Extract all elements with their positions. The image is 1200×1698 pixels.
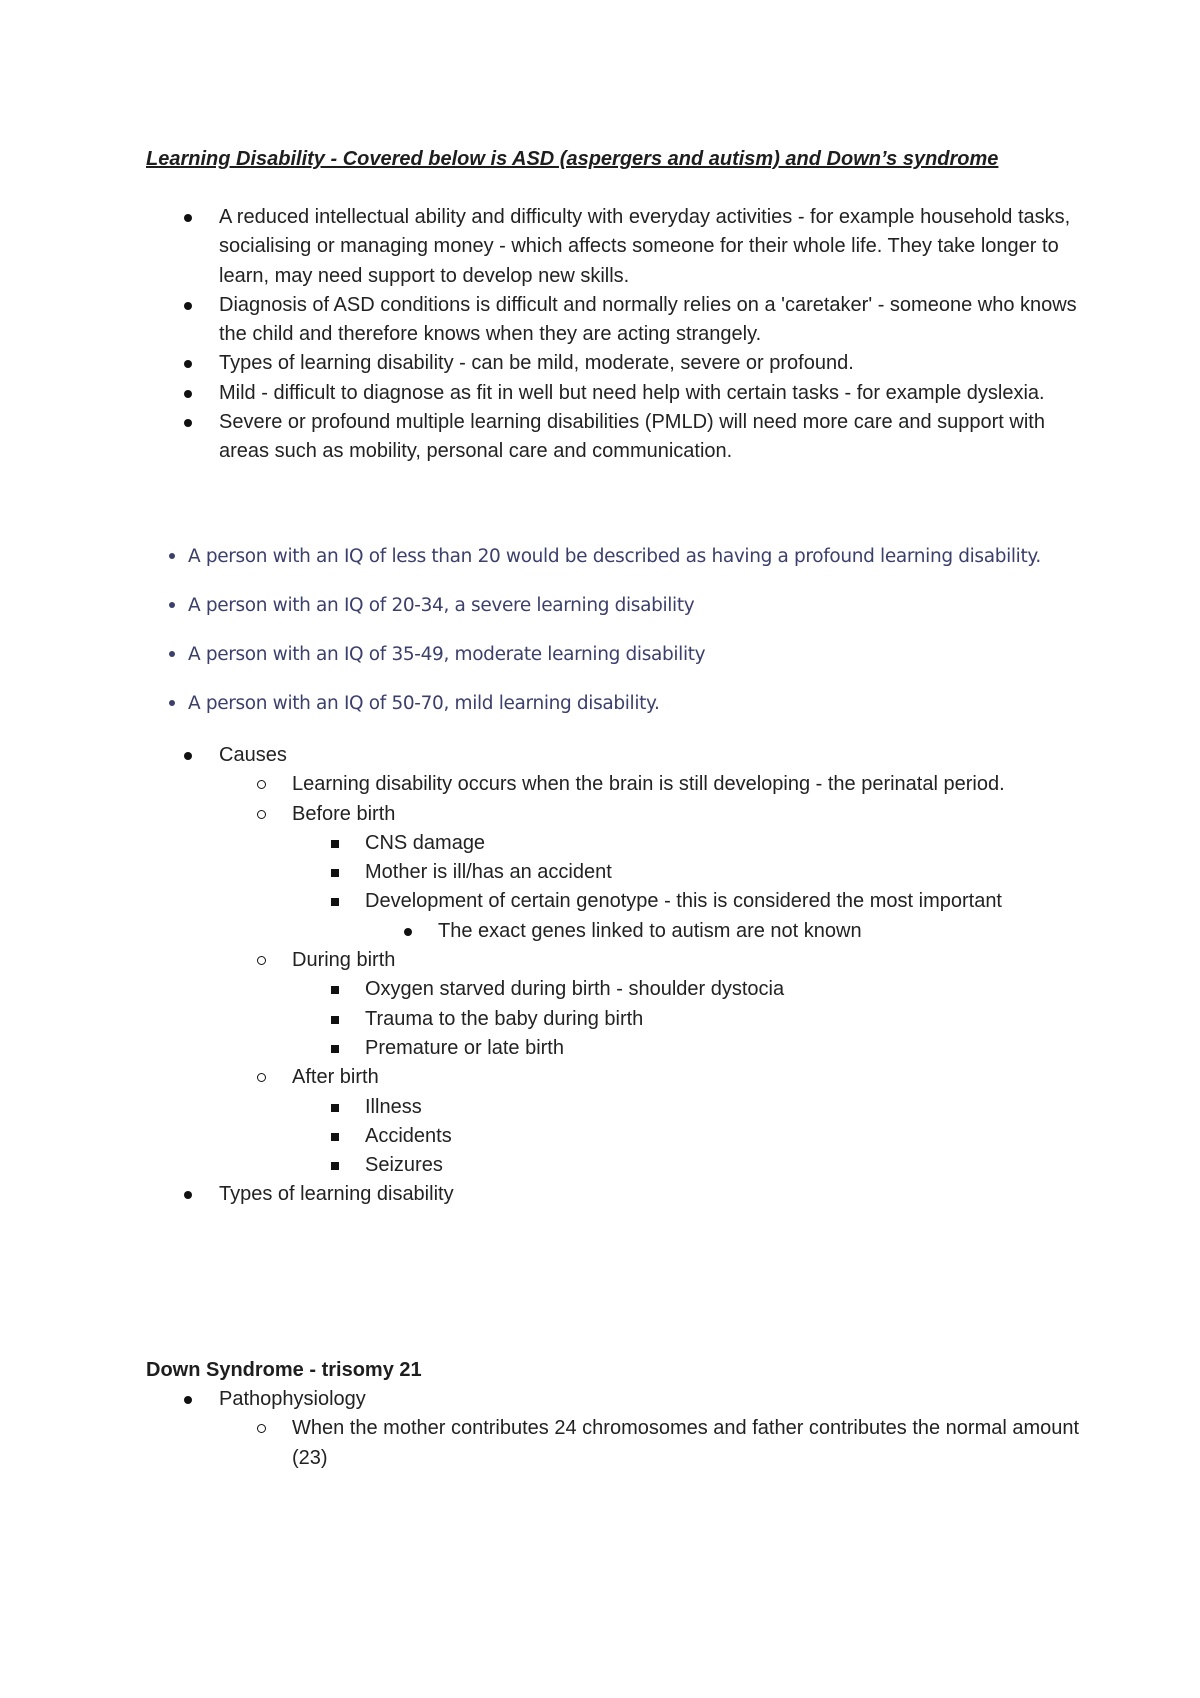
list-item: Development of certain genotype - this is considered the most important	[146, 887, 1086, 916]
iq-classification-list	[166, 532, 1096, 728]
before-birth-item: Before birth	[146, 800, 1086, 829]
bullet-disc-icon	[184, 752, 192, 760]
bullet-dot-icon	[169, 602, 175, 608]
bullet-circle-icon	[257, 956, 266, 965]
bullet-disc-icon	[184, 419, 192, 427]
bullet-disc-icon	[184, 214, 192, 222]
bullet-dot-icon	[169, 651, 175, 657]
bullet-square-icon	[331, 869, 339, 877]
bullet-dot-icon	[169, 553, 175, 559]
bullet-disc-icon	[184, 302, 192, 310]
bullet-disc-icon	[184, 1191, 192, 1199]
bullet-square-icon	[331, 1016, 339, 1024]
list-item: Learning disability occurs when the brain is still developing - the perinatal period.	[146, 770, 1086, 799]
causes-list	[146, 741, 1086, 1210]
list-item: Mild - difficult to diagnose as fit in well but need help with certain tasks - for example dyslexia.	[146, 379, 1086, 408]
bullet-square-icon	[331, 898, 339, 906]
list-item: Seizures	[146, 1151, 1086, 1180]
list-item: Mother is ill/has an accident	[146, 858, 1086, 887]
intro-list	[146, 203, 1086, 467]
bullet-square-icon	[331, 1133, 339, 1141]
list-item: Illness	[146, 1093, 1086, 1122]
bullet-square-icon	[331, 840, 339, 848]
list-item: A reduced intellectual ability and difficulty with everyday activities - for example household tasks, socialising or managing money - which affects someone for their whole life. They take longer to learn, may need support to develop new skills.	[146, 203, 1086, 291]
bullet-circle-icon	[257, 810, 266, 819]
list-item: Accidents	[146, 1122, 1086, 1151]
list-item: When the mother contributes 24 chromosomes and father contributes the normal amount (23)	[146, 1414, 1086, 1473]
bullet-disc-icon	[184, 360, 192, 368]
bullet-square-icon	[331, 1045, 339, 1053]
iq-item: A person with an IQ of less than 20 would be described as having a profound learning disability.	[166, 532, 1096, 581]
bullet-circle-icon	[257, 1424, 266, 1433]
bullet-disc-icon	[404, 928, 412, 936]
down-syndrome-heading: Down Syndrome - trisomy 21	[146, 1359, 422, 1381]
bullet-square-icon	[331, 986, 339, 994]
list-item: Types of learning disability - can be mild, moderate, severe or profound.	[146, 349, 1086, 378]
iq-item: A person with an IQ of 20-34, a severe learning disability	[166, 581, 1096, 630]
iq-item: A person with an IQ of 35-49, moderate learning disability	[166, 630, 1096, 679]
types-item: Types of learning disability	[146, 1180, 1086, 1209]
bullet-circle-icon	[257, 1073, 266, 1082]
bullet-circle-icon	[257, 780, 266, 789]
during-birth-item: During birth	[146, 946, 1086, 975]
list-item: The exact genes linked to autism are not known	[146, 917, 1086, 946]
bullet-square-icon	[331, 1162, 339, 1170]
pathophysiology-item: Pathophysiology	[146, 1385, 1086, 1414]
list-item: Diagnosis of ASD conditions is difficult and normally relies on a 'caretaker' - someone who knows the child and therefore knows when they are acting strangely.	[146, 291, 1086, 350]
down-syndrome-list	[146, 1385, 1086, 1473]
iq-item: A person with an IQ of 50-70, mild learning disability.	[166, 679, 1096, 728]
after-birth-item: After birth	[146, 1063, 1086, 1092]
list-item: Premature or late birth	[146, 1034, 1086, 1063]
list-item: Oxygen starved during birth - shoulder dystocia	[146, 975, 1086, 1004]
bullet-disc-icon	[184, 1396, 192, 1404]
page-title: Learning Disability - Covered below is ASD (aspergers and autism) and Down’s syndrome	[146, 148, 999, 170]
bullet-disc-icon	[184, 390, 192, 398]
bullet-dot-icon	[169, 700, 175, 706]
list-item: Trauma to the baby during birth	[146, 1005, 1086, 1034]
causes-item: Causes	[146, 741, 1086, 770]
bullet-square-icon	[331, 1104, 339, 1112]
list-item: Severe or profound multiple learning disabilities (PMLD) will need more care and support with areas such as mobility, personal care and communication.	[146, 408, 1086, 467]
list-item: CNS damage	[146, 829, 1086, 858]
